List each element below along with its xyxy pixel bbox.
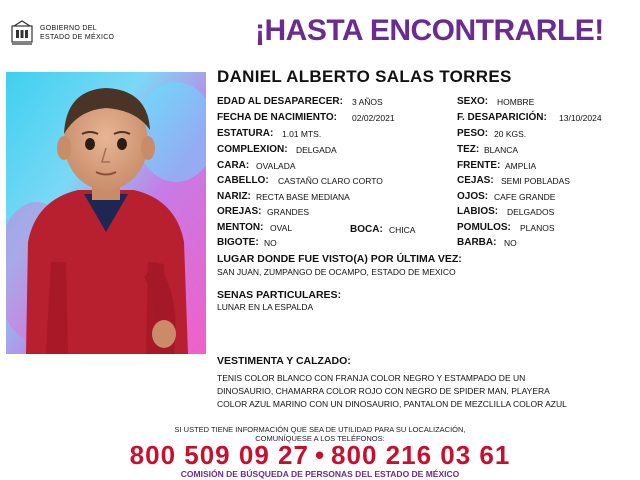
clothing-line-1: TENIS COLOR BLANCO CON FRANJA COLOR NEGRO Y ESTAMPADO DE UN [217,373,526,383]
child-portrait-icon [6,72,206,354]
field-weight-label: PESO: [457,128,489,139]
field-sex-label: SEXO: [457,96,489,107]
field-sex-value: HOMBRE [497,97,535,107]
field-complexion-label: TEZ: [457,144,480,155]
field-eyes-value: CAFE GRANDE [494,192,556,202]
field-mustache-value: NO [264,238,277,248]
headline: ¡HASTA ENCONTRARLE! [255,14,604,47]
field-build-value: DELGADA [296,145,337,155]
phone-separator: • [314,440,326,470]
field-forehead-label: FRENTE: [457,160,501,171]
field-mouth-label: BOCA: [350,224,383,235]
field-eyebrows-label: CEJAS: [457,175,494,186]
field-beard-value: NO [504,238,517,248]
phone-number-2[interactable]: 800 216 03 61 [331,440,511,470]
government-logo [10,20,120,50]
marks-text: LUNAR EN LA ESPALDA [217,302,314,312]
field-chin-value: OVAL [270,223,293,233]
logo-line-1: GOBIERNO DEL [40,25,97,32]
clothing-line-3: COLOR AZUL MARINO CON UN DINOSAURIO, PANTALON DE MEZCLILLA COLOR AZUL [217,399,567,409]
field-face-value: OVALADA [256,161,296,171]
field-eyes-label: OJOS: [457,191,489,202]
clothing-title: VESTIMENTA Y CALZADO: [217,355,351,367]
field-mouth-value: CHICA [389,225,416,235]
marks-title: SENAS PARTICULARES: [217,289,342,301]
phone-numbers [0,440,640,471]
field-beard-label: BARBA: [457,237,497,248]
field-age-value: 3 AÑOS [352,97,383,107]
field-cheekbones-value: PLANOS [520,223,555,233]
field-nose-label: NARIZ: [217,191,251,202]
field-height-label: ESTATURA: [217,128,274,139]
field-hair-value: CASTAÑO CLARO CORTO [278,176,383,186]
person-name: DANIEL ALBERTO SALAS TORRES [217,67,512,86]
field-lips-label: LABIOS: [457,206,499,217]
logo-line-2: ESTADO DE MÉXICO [40,34,115,41]
field-eyebrows-value: SEMI POBLADAS [501,176,570,186]
field-ears-value: GRANDES [267,207,310,217]
field-cheekbones-label: POMULOS: [457,222,511,233]
field-chin-label: MENTON: [217,222,264,233]
field-weight-value: 20 KGS. [494,129,527,139]
field-forehead-value: AMPLIA [505,161,537,171]
field-hair-label: CABELLO: [217,175,269,186]
field-ears-label: OREJAS: [217,206,262,217]
field-build-label: COMPLEXION: [217,144,288,155]
help-text-line-1: SI USTED TIENE INFORMACIÓN QUE SEA DE UTILIDAD PARA SU LOCALIZACIÓN, [174,425,466,434]
field-nose-value: RECTA BASE MEDIANA [256,192,350,202]
field-complexion-value: BLANCA [484,145,519,155]
field-birthdate-label: FECHA DE NACIMIENTO: [217,112,337,123]
field-height-value: 1.01 MTS. [282,129,322,139]
help-text-line-2: COMUNÍQUESE A LOS TELÉFONOS: [255,434,385,443]
last-seen-title: LUGAR DONDE FUE VISTO(A) POR ÚLTIMA VEZ: [217,253,462,265]
field-lips-value: DELGADOS [507,207,555,217]
state-emblem-icon [10,20,34,46]
field-birthdate-value: 02/02/2021 [352,113,395,123]
field-disappearance-date-label: F. DESAPARICIÓN: [457,112,547,123]
phone-number-1[interactable]: 800 509 09 27 [129,440,309,470]
field-age-label: EDAD AL DESAPARECER: [217,96,343,107]
missing-person-photo [6,72,206,354]
footer-commission: COMISIÓN DE BÚSQUEDA DE PERSONAS DEL ESTADO DE MÉXICO [180,469,460,479]
field-disappearance-date-value: 13/10/2024 [559,113,602,123]
last-seen-text: SAN JUAN, ZUMPANGO DE OCAMPO, ESTADO DE MEXICO [217,267,456,277]
field-face-label: CARA: [217,160,250,171]
clothing-line-2: DINOSAURIO, CHAMARRA COLOR ROJO CON NEGRO DE SPIDER MAN, PLAYERA [217,386,550,396]
field-mustache-label: BIGOTE: [217,237,259,248]
